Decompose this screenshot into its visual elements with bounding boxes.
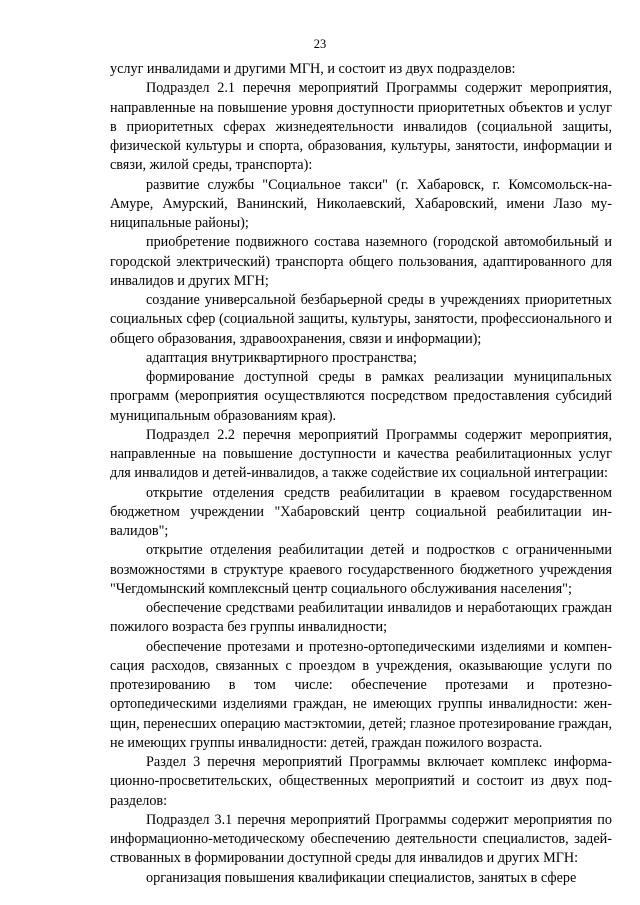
paragraph: Раздел 3 перечня мероприятий Программы включает комплекс информационно-просветительских, общественных мероприятий и состоит из двух подразделов: <box>110 754 612 809</box>
paragraph: услуг инвалидами и другими МГН, и состоит из двух подразделов: <box>110 61 516 77</box>
paragraph: организация повышения квалификации специалистов, занятых в сфере <box>146 869 577 886</box>
paragraph: приобретение подвижного состава наземного (городской автомобильный и городской электрический) транспорта общего пользования, адаптированного для инвалидов и других МГН; <box>110 234 612 289</box>
paragraph: развитие службы "Социальное такси" (г. Хабаровск, г. Комсомольск-на-Амуре, Амурский, Ванинский, Николаевский, Хабаровский, имени Лазо муниципальные районы); <box>110 176 612 231</box>
paragraph: обеспечение протезами и протезно-ортопедическими изделиями и компенсация расходов, связанных с проездом в учреждения, оказывающие услуги по протезированию в том числе: обеспечение протезами и протезно-ортопедическими изделиями граждан, не имеющих группы инвалидности: женщин, перенесших операцию мастэктомии, детей; глазное протезирование граждан, не имеющих группы инвалидности: детей, граждан пожилого возраста. <box>110 638 612 751</box>
body-text <box>110 60 612 888</box>
paragraph: открытие отделения реабилитации детей и подростков с ограниченными возможностями в структуре краевого государственного бюджетного учреждения "Чегдомынский комплексный центр социального обслуживания населения"; <box>110 542 612 597</box>
paragraph: открытие отделения средств реабилитации в краевом государственном бюджетном учреждении "Хабаровский центр социальной реабилитации инвалидов"; <box>110 484 612 539</box>
paragraph: создание универсальной безбарьерной среды в учреждениях приоритетных социальных сфер (социальной защиты, культуры, занятости, профессионального и общего образования, здравоохранения, связи и информации); <box>110 292 612 347</box>
paragraph: Подраздел 2.1 перечня мероприятий Программы содержит мероприятия, направленные на повышение уровня доступности приоритетных объектов и услуг в приоритетных сферах жизнедеятельности инвалидов (социальной защиты, физической культуры и спорта, образования, культуры, занятости, информации и связи, жилой среды, транспорта): <box>110 80 612 174</box>
paragraph: Подраздел 2.2 перечня мероприятий Программы содержит мероприятия, направленные на повышение доступности и качества реабилитационных услуг для инвалидов и детей-инвалидов, а также содействие их социальной интеграции: <box>110 426 612 482</box>
paragraph: адаптация внутриквартирного пространства; <box>146 349 417 366</box>
paragraph: обеспечение средствами реабилитации инвалидов и неработающих граждан пожилого возраста без группы инвалидности; <box>110 600 612 636</box>
page-number: 23 <box>313 37 327 51</box>
paragraph: Подраздел 3.1 перечня мероприятий Программы содержит мероприятия по информационно-методическому обеспечению деятельности специалистов, задействованных в формировании доступной среды для инвалидов и других МГН: <box>110 811 612 867</box>
paragraph: формирование доступной среды в рамках реализации муниципальных программ (мероприятия осуществляются посредством предоставления субсидий муниципальным образованиям края). <box>110 369 612 424</box>
